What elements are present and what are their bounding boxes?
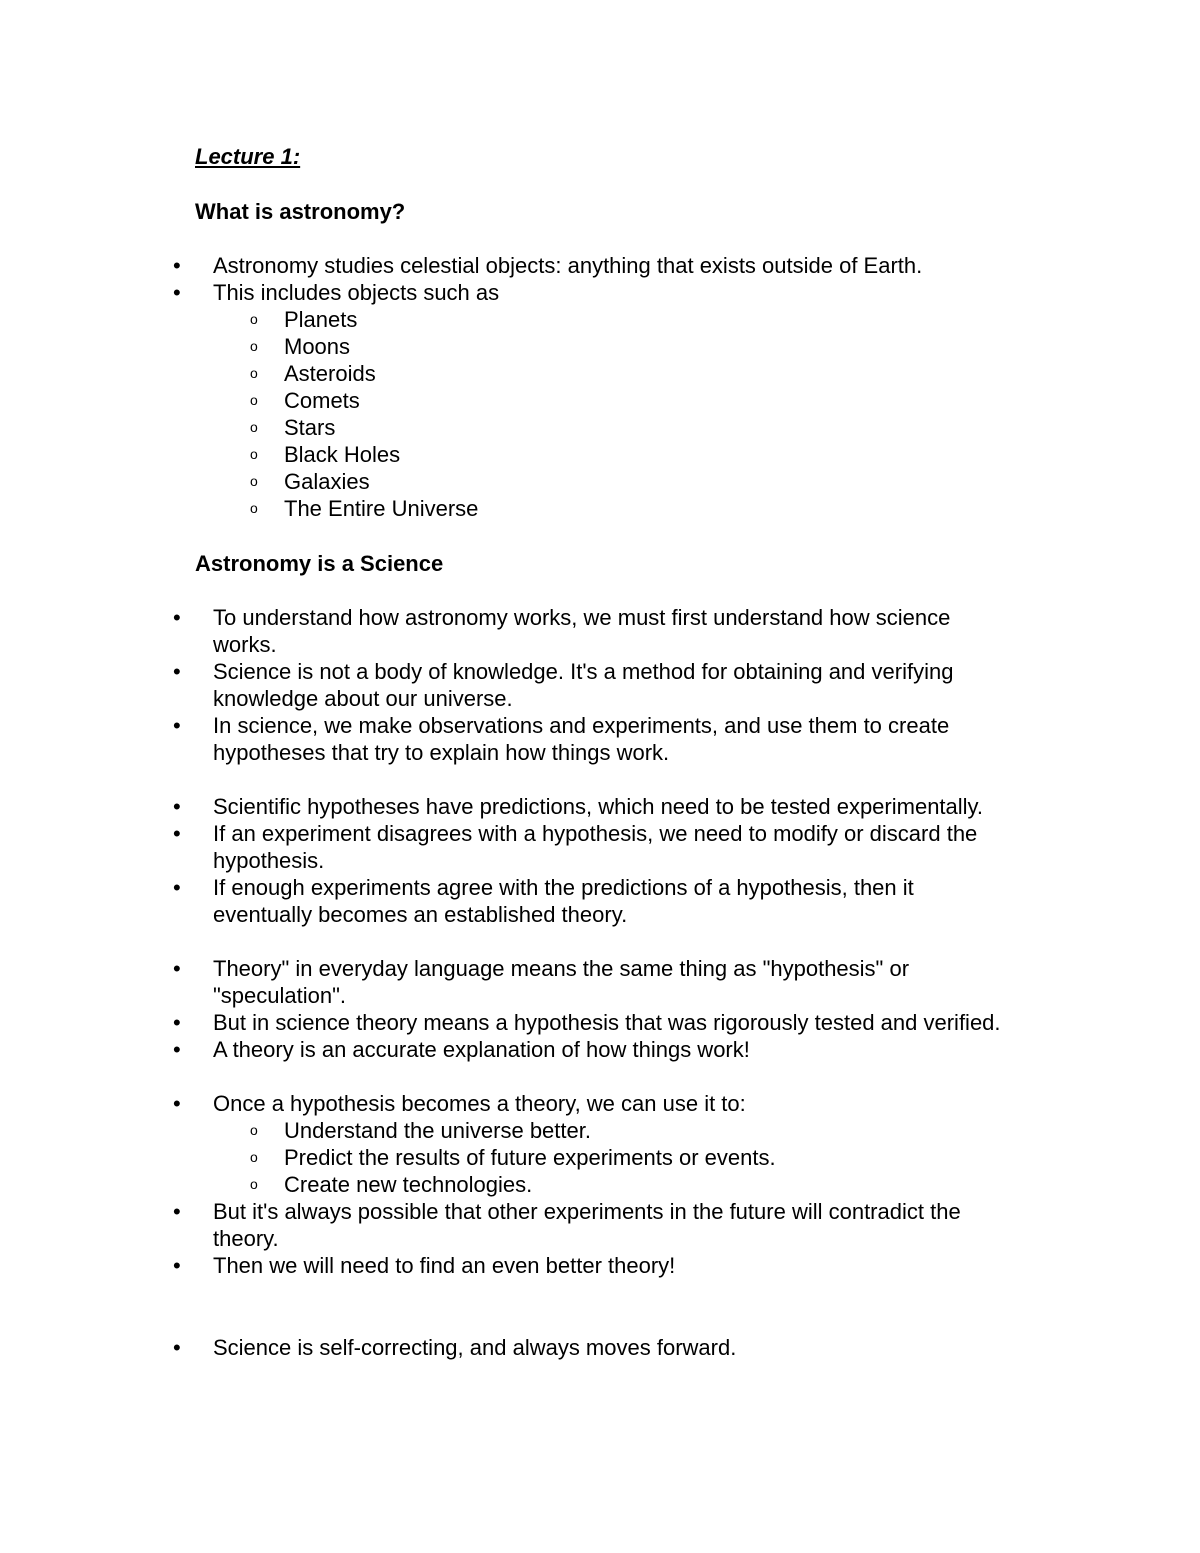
sub-bullet-marker: o bbox=[250, 473, 258, 489]
object-item: Black Holes bbox=[284, 442, 401, 467]
list-item: If enough experiments agree with the predictions of a hypothesis, then it bbox=[213, 875, 914, 900]
sub-bullet-marker: o bbox=[250, 338, 258, 354]
bullet-marker: • bbox=[173, 605, 181, 630]
object-item: Stars bbox=[284, 415, 336, 440]
object-item: Moons bbox=[284, 334, 351, 359]
bullet-marker: • bbox=[173, 1010, 181, 1035]
bullet-marker: • bbox=[173, 1253, 181, 1278]
object-item: Asteroids bbox=[284, 361, 376, 386]
bullet-marker: • bbox=[173, 280, 181, 305]
bullet-marker: • bbox=[173, 821, 181, 846]
sub-bullet-marker: o bbox=[250, 1176, 258, 1192]
list-item: This includes objects such as bbox=[213, 280, 500, 305]
list-item: Science is self-correcting, and always moves forward. bbox=[213, 1335, 737, 1360]
bullet-marker: • bbox=[173, 1091, 181, 1116]
sub-bullet-marker: o bbox=[250, 446, 258, 462]
list-item: If an experiment disagrees with a hypothesis, we need to modify or discard the bbox=[213, 821, 978, 846]
list-item-continuation: theory. bbox=[213, 1226, 279, 1251]
bullet-marker: • bbox=[173, 956, 181, 981]
sub-bullet-marker: o bbox=[250, 311, 258, 327]
list-item: Scientific hypotheses have predictions, which need to be tested experimentally. bbox=[213, 794, 984, 819]
list-item-continuation: "speculation". bbox=[213, 983, 347, 1008]
sub-bullet-marker: o bbox=[250, 419, 258, 435]
list-item: Astronomy studies celestial objects: anything that exists outside of Earth. bbox=[213, 253, 923, 278]
object-item: Comets bbox=[284, 388, 360, 413]
list-item: Then we will need to find an even better theory! bbox=[213, 1253, 676, 1278]
list-item-continuation: works. bbox=[213, 632, 277, 657]
list-item: A theory is an accurate explanation of how things work! bbox=[213, 1037, 750, 1062]
list-item: Science is not a body of knowledge. It's a method for obtaining and verifying bbox=[213, 659, 954, 684]
bullet-marker: • bbox=[173, 1335, 181, 1360]
sub-list-item: Predict the results of future experiments or events. bbox=[284, 1145, 776, 1170]
sub-bullet-marker: o bbox=[250, 1122, 258, 1138]
section-heading-what-is-astronomy: What is astronomy? bbox=[195, 199, 406, 224]
bullet-marker: • bbox=[173, 253, 181, 278]
object-item: The Entire Universe bbox=[284, 496, 479, 521]
bullet-marker: • bbox=[173, 794, 181, 819]
list-item: But it's always possible that other experiments in the future will contradict the bbox=[213, 1199, 961, 1224]
list-item: Once a hypothesis becomes a theory, we can use it to: bbox=[213, 1091, 746, 1116]
list-item-continuation: hypothesis. bbox=[213, 848, 325, 873]
bullet-marker: • bbox=[173, 1199, 181, 1224]
bullet-marker: • bbox=[173, 713, 181, 738]
list-item: But in science theory means a hypothesis that was rigorously tested and verified. bbox=[213, 1010, 1001, 1035]
bullet-marker: • bbox=[173, 1037, 181, 1062]
bullet-marker: • bbox=[173, 659, 181, 684]
sub-list-item: Understand the universe better. bbox=[284, 1118, 591, 1143]
list-item-continuation: knowledge about our universe. bbox=[213, 686, 513, 711]
lecture-title: Lecture 1: bbox=[195, 144, 301, 169]
bullet-marker: • bbox=[173, 875, 181, 900]
list-item: Theory" in everyday language means the same thing as "hypothesis" or bbox=[213, 956, 910, 981]
list-item-continuation: eventually becomes an established theory. bbox=[213, 902, 628, 927]
sub-bullet-marker: o bbox=[250, 392, 258, 408]
list-item-continuation: hypotheses that try to explain how things work. bbox=[213, 740, 670, 765]
sub-bullet-marker: o bbox=[250, 365, 258, 381]
sub-list-item: Create new technologies. bbox=[284, 1172, 533, 1197]
section-heading-astronomy-is-a-science: Astronomy is a Science bbox=[195, 551, 444, 576]
list-item: To understand how astronomy works, we must first understand how science bbox=[213, 605, 951, 630]
object-item: Galaxies bbox=[284, 469, 370, 494]
list-item: In science, we make observations and experiments, and use them to create bbox=[213, 713, 950, 738]
sub-bullet-marker: o bbox=[250, 1149, 258, 1165]
object-item: Planets bbox=[284, 307, 358, 332]
sub-bullet-marker: o bbox=[250, 500, 258, 516]
